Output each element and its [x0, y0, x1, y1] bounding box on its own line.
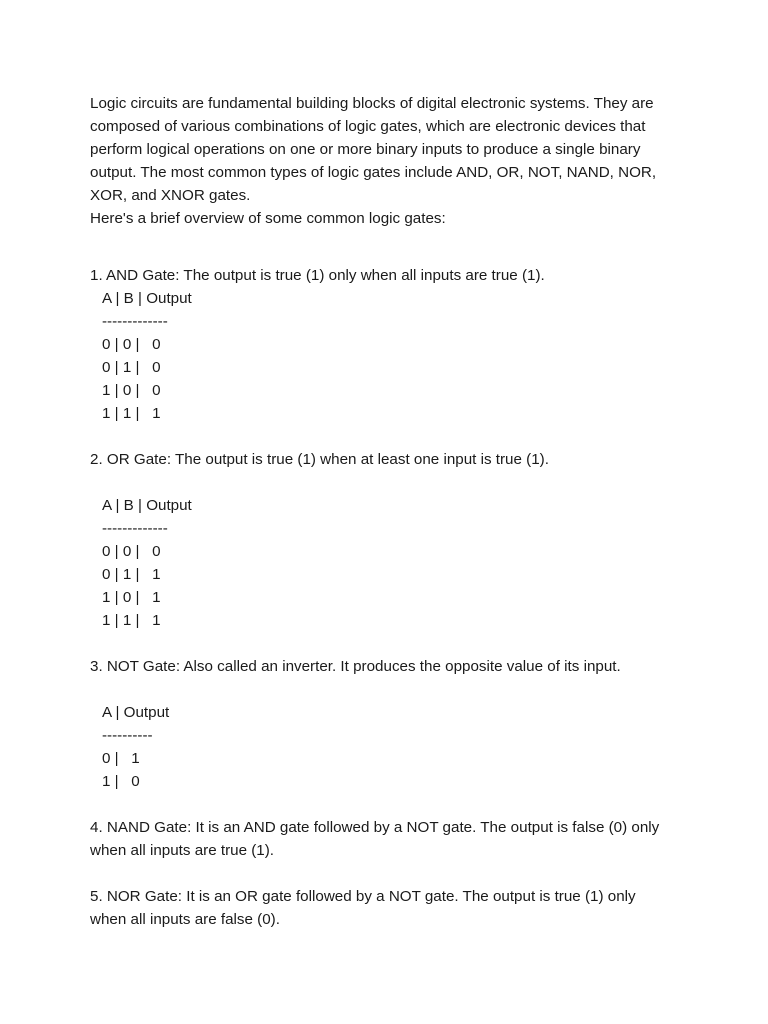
intro-line: perform logical operations on one or more binary inputs to produce a single binary	[90, 141, 641, 158]
nor-gate-line: when all inputs are false (0).	[90, 911, 280, 928]
or-gate-heading: 2. OR Gate: The output is true (1) when at least one input is true (1).	[90, 451, 549, 468]
truth-table-row: 1 | 1 | 1	[102, 612, 161, 629]
intro-line: Logic circuits are fundamental building blocks of digital electronic systems. They are	[90, 95, 654, 112]
spacer	[90, 632, 680, 655]
spacer	[90, 862, 680, 885]
truth-table-row: 0 | 1 | 1	[102, 566, 161, 583]
truth-table-header: A | Output	[102, 704, 170, 721]
spacer	[90, 793, 680, 816]
truth-table-row: 0 | 1 | 0	[102, 359, 161, 376]
spacer	[90, 230, 680, 253]
intro-line: Here's a brief overview of some common logic gates:	[90, 210, 446, 227]
or-gate-section	[90, 448, 680, 632]
truth-table-header: A | B | Output	[102, 290, 192, 307]
truth-table-separator: -------------	[102, 520, 168, 537]
spacer	[90, 471, 680, 494]
nand-gate-line: 4. NAND Gate: It is an AND gate followed by a NOT gate. The output is false (0) only	[90, 819, 660, 836]
spacer	[90, 253, 680, 264]
not-gate-heading: 3. NOT Gate: Also called an inverter. It produces the opposite value of its input.	[90, 658, 621, 675]
nand-gate-line: when all inputs are true (1).	[90, 842, 275, 859]
spacer	[90, 425, 680, 448]
truth-table-row: 1 | 0 | 1	[102, 589, 161, 606]
and-gate-heading: 1. AND Gate: The output is true (1) only when all inputs are true (1).	[90, 267, 545, 284]
truth-table-row: 0 | 0 | 0	[102, 543, 161, 560]
intro-line: composed of various combinations of logic gates, which are electronic devices that	[90, 118, 646, 135]
truth-table-row: 0 | 0 | 0	[102, 336, 161, 353]
truth-table-separator: -------------	[102, 313, 168, 330]
spacer	[90, 678, 680, 701]
document-page	[90, 92, 680, 931]
nand-gate-section	[90, 816, 680, 862]
intro-line: output. The most common types of logic gates include AND, OR, NOT, NAND, NOR,	[90, 164, 657, 181]
not-gate-section	[90, 655, 680, 793]
truth-table-header: A | B | Output	[102, 497, 192, 514]
truth-table-row: 0 | 1	[102, 750, 140, 767]
and-gate-section	[90, 264, 680, 425]
intro-paragraph	[90, 92, 680, 230]
truth-table-row: 1 | 1 | 1	[102, 405, 161, 422]
nor-gate-section	[90, 885, 680, 931]
truth-table-row: 1 | 0	[102, 773, 140, 790]
truth-table-row: 1 | 0 | 0	[102, 382, 161, 399]
truth-table-separator: ----------	[102, 727, 153, 744]
nor-gate-line: 5. NOR Gate: It is an OR gate followed by a NOT gate. The output is true (1) only	[90, 888, 636, 905]
intro-line: XOR, and XNOR gates.	[90, 187, 251, 204]
